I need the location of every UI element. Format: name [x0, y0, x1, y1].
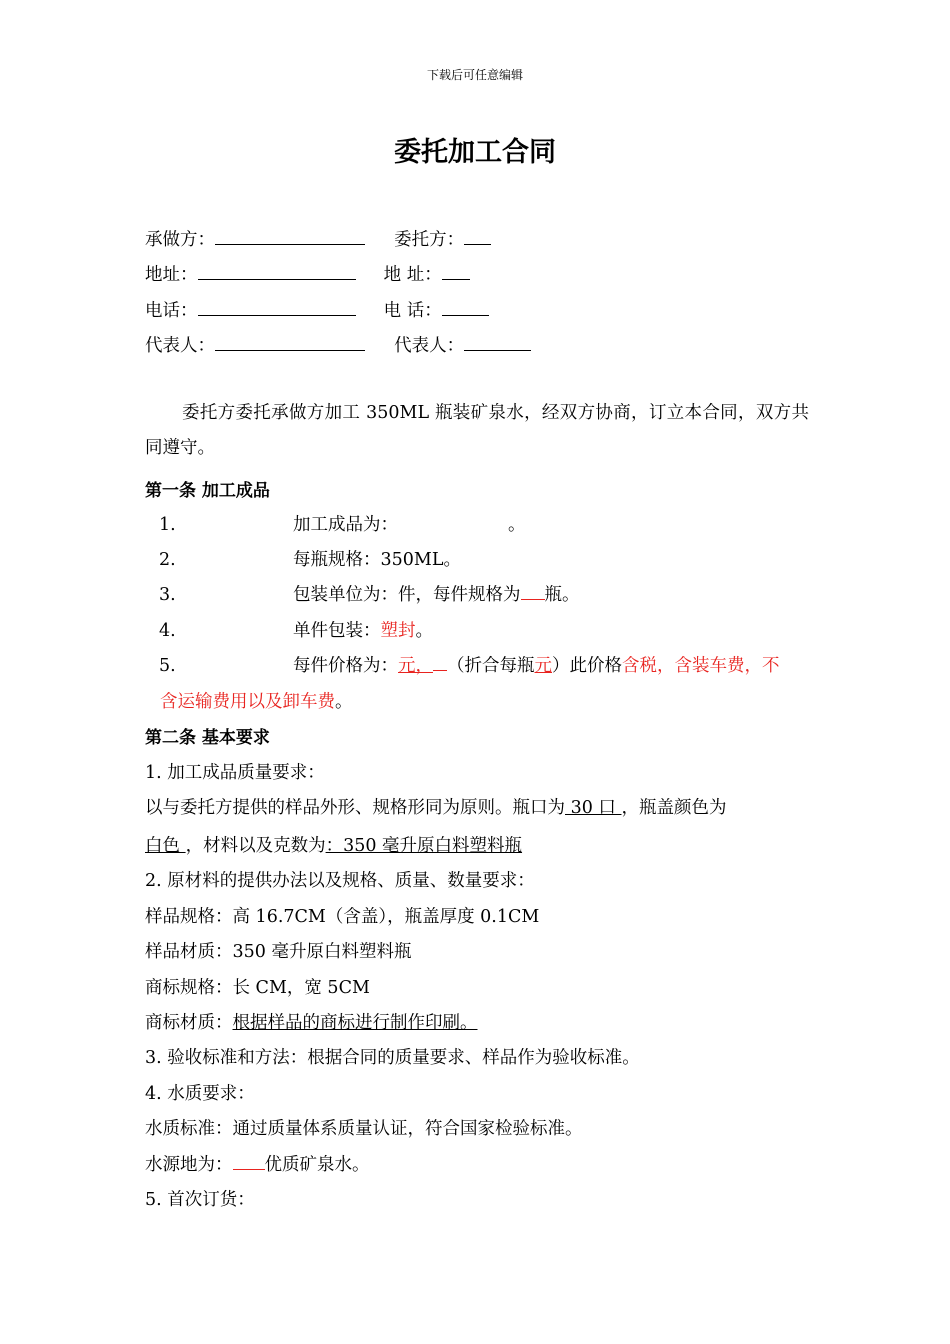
section-1-line-2	[145, 832, 522, 857]
address-label-2: 地 址：	[383, 265, 442, 285]
party-row-4	[145, 332, 531, 357]
party-row-3	[145, 297, 489, 322]
item-text: 单件包装：	[293, 621, 381, 641]
item-number: 3.	[159, 585, 176, 605]
item-text: 每件价格为：	[293, 656, 398, 676]
article-1-item-5	[145, 652, 780, 677]
item-text: 每瓶规格：350ML。	[293, 550, 461, 570]
water-source	[145, 1151, 370, 1176]
bottles-blank	[521, 583, 545, 600]
section-3: 3. 验收标准和方法：根据合同的质量要求、样品作为验收标准。	[145, 1048, 640, 1068]
bottle-mouth-value: 30 口	[565, 798, 622, 818]
packaging-value: 塑封	[380, 621, 416, 641]
item-text: ）此价格	[552, 656, 622, 676]
article-1-item-2	[145, 546, 461, 571]
price-terms: 含税，含装车费，不	[622, 656, 780, 676]
maker-blank	[215, 228, 365, 245]
article-1-title: 第一条 加工成品	[145, 481, 270, 501]
rep-label-2: 代表人：	[394, 336, 465, 356]
text: ，瓶盖颜色为	[621, 798, 727, 818]
rep-blank	[215, 334, 365, 351]
page-title: 委托加工合同	[394, 137, 556, 168]
party-row-1	[145, 226, 491, 251]
item-number: 1.	[159, 515, 176, 535]
item-text: （折合每瓶	[447, 656, 535, 676]
section-5-heading: 5. 首次订货：	[145, 1190, 255, 1210]
item-end: 。	[415, 621, 433, 641]
section-2-heading: 2. 原材料的提供办法以及规格、质量、数量要求：	[145, 871, 535, 891]
section-1-line-1	[145, 794, 726, 819]
item-text: 加工成品为：	[293, 515, 398, 535]
address-blank-2	[442, 263, 470, 280]
article-1-item-5-cont	[160, 688, 353, 713]
article-1-item-3	[145, 581, 580, 606]
water-standard: 水质标准：通过质量体系质量认证，符合国家检验标准。	[145, 1119, 583, 1139]
text: 商标材质：	[145, 1013, 233, 1033]
water-source-blank	[233, 1153, 265, 1170]
item-number: 4.	[159, 621, 176, 641]
intro-paragraph: 委托方委托承做方加工 350ML 瓶装矿泉水，经双方协商，订立本合同，双方共同遵守。	[145, 403, 809, 458]
article-1-item-1	[145, 511, 526, 536]
phone-label: 电话：	[145, 301, 198, 321]
section-4-heading: 4. 水质要求：	[145, 1084, 255, 1104]
item-text-end: 瓶。	[544, 585, 580, 605]
rep-blank-2	[464, 334, 531, 351]
sample-spec: 样品规格：高 16.7CM（含盖），瓶盖厚度 0.1CM	[145, 907, 540, 927]
page-header: 下载后可任意编辑	[426, 68, 523, 82]
address-label: 地址：	[145, 265, 198, 285]
item-number: 5.	[159, 656, 176, 676]
phone-label-2: 电 话：	[383, 301, 442, 321]
text: 优质矿泉水。	[264, 1155, 370, 1175]
address-blank	[198, 263, 356, 280]
section-1-heading: 1. 加工成品质量要求：	[145, 763, 325, 783]
article-2-title: 第二条 基本要求	[145, 728, 270, 748]
sample-material: 样品材质：350 毫升原白料塑料瓶	[145, 942, 412, 962]
price-terms-cont: 含运输费用以及卸车费	[160, 692, 335, 712]
party-row-2	[145, 261, 470, 286]
client-label: 委托方：	[394, 230, 465, 250]
item-number: 2.	[159, 550, 176, 570]
label-material-value: 根据样品的商标进行制作印刷。	[232, 1013, 478, 1033]
text: ，材料以及克数为	[185, 836, 326, 856]
cap-color-value: 白色	[145, 836, 186, 856]
price-unit: 元，	[398, 656, 433, 676]
article-1-item-4	[145, 617, 433, 642]
maker-label: 承做方：	[145, 230, 215, 250]
label-material	[145, 1009, 478, 1034]
client-blank	[464, 228, 491, 245]
item-end: 。	[335, 692, 353, 712]
material-value: ：350 毫升原白料塑料瓶	[325, 836, 523, 856]
phone-blank-2	[442, 299, 489, 316]
phone-blank	[198, 299, 356, 316]
item-end: 。	[508, 515, 526, 535]
text: 水源地为：	[145, 1155, 233, 1175]
per-bottle-unit: 元	[534, 656, 552, 676]
label-spec: 商标规格：长 CM，宽 5CM	[145, 978, 370, 998]
text: 以与委托方提供的样品外形、规格形同为原则。瓶口为	[145, 798, 565, 818]
item-text: 包装单位为：件，每件规格为	[293, 585, 521, 605]
rep-label: 代表人：	[145, 336, 215, 356]
